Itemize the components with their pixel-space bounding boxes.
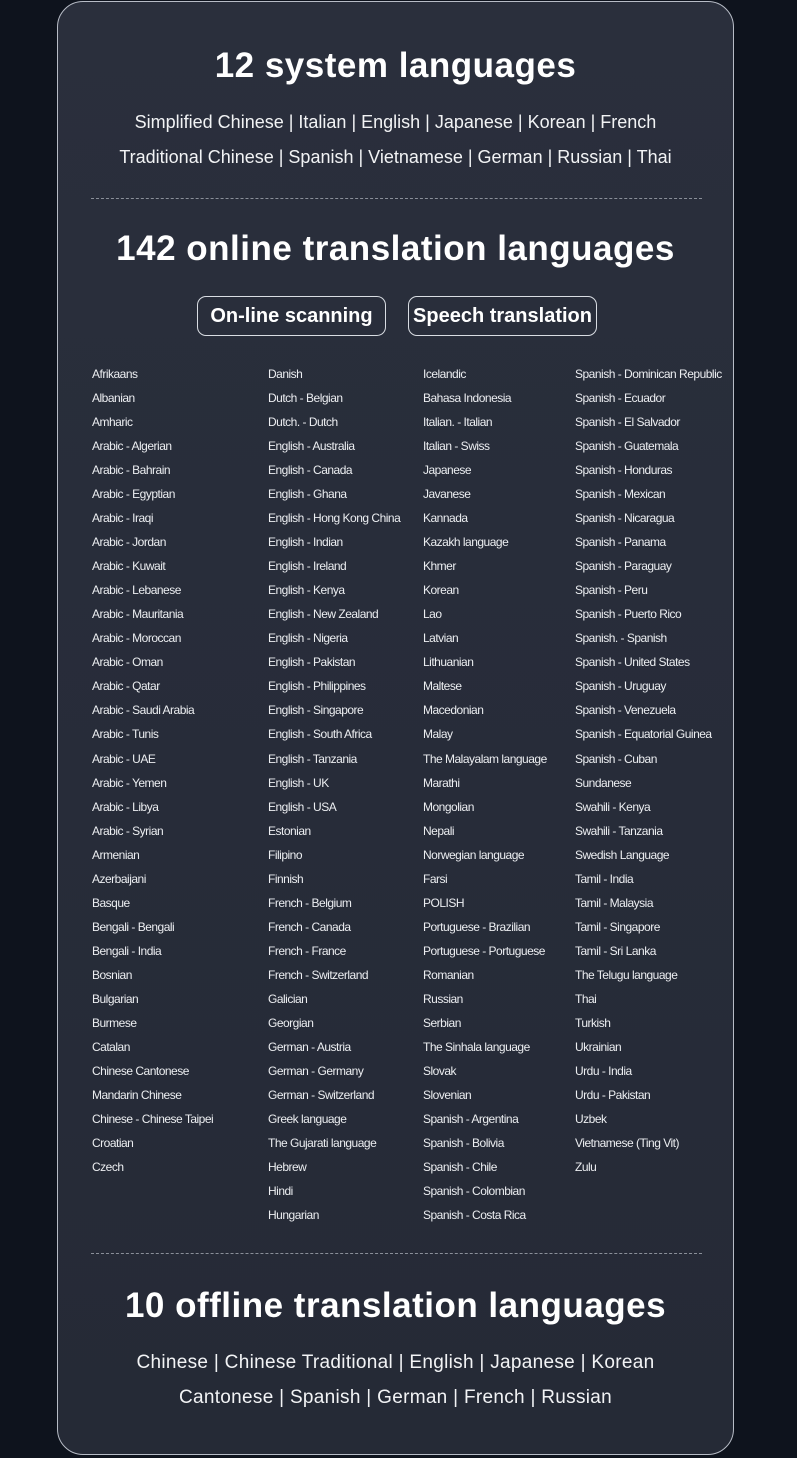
language-item: English - Singapore (268, 703, 364, 718)
language-item: Danish (268, 367, 303, 381)
language-item: Arabic - Tunis (92, 727, 159, 742)
language-item: Albanian (92, 391, 135, 406)
online-scanning-tab[interactable]: On-line scanning (197, 296, 386, 336)
language-item: Tamil - Sri Lanka (575, 943, 656, 958)
language-item: Khmer (423, 559, 456, 574)
language-item: Lithuanian (423, 655, 474, 670)
language-item: Arabic - Jordan (92, 535, 166, 550)
language-item: Kannada (423, 511, 468, 526)
language-item: German - Germany (268, 1063, 364, 1078)
languages-card (57, 1, 734, 1455)
language-item: Bengali - Bengali (92, 919, 175, 934)
language-item: Spanish - Panama (575, 535, 666, 550)
language-item: Malay (423, 727, 453, 742)
language-item: Vietnamese (Ting Vit) (575, 1136, 679, 1150)
language-item: Spanish - Cuban (575, 751, 657, 766)
language-item: Latvian (423, 631, 459, 646)
language-item: French - France (268, 943, 346, 958)
language-item: Hebrew (268, 1160, 307, 1175)
language-item: English - Indian (268, 535, 343, 550)
language-item: Lao (423, 607, 442, 622)
language-item: Arabic - Iraqi (92, 511, 154, 526)
language-item: Filipino (268, 847, 303, 862)
language-item: Spanish - Bolivia (423, 1136, 504, 1150)
language-item: French - Belgium (268, 895, 352, 910)
language-item: Spanish - United States (575, 655, 690, 670)
language-item: Arabic - Egyptian (92, 487, 175, 502)
language-item: Sundanese (575, 775, 632, 790)
language-item: Spanish - Mexican (575, 487, 666, 502)
language-item: Nepali (423, 823, 455, 838)
language-item: Spanish - Puerto Rico (575, 607, 682, 622)
language-item: Bengali - India (92, 943, 162, 958)
language-item: Zulu (575, 1160, 597, 1175)
language-item: Tamil - Malaysia (575, 895, 654, 910)
language-item: Japanese (423, 463, 472, 478)
language-item: Arabic - Qatar (92, 679, 160, 694)
language-column-2 (268, 364, 400, 1229)
language-item: Bulgarian (92, 991, 139, 1006)
language-item: German - Switzerland (268, 1087, 375, 1102)
language-item: English - UK (268, 775, 329, 790)
language-item: Javanese (423, 487, 471, 502)
language-item: Arabic - Mauritania (92, 607, 184, 622)
language-item: Mongolian (423, 799, 474, 814)
language-column-4 (575, 364, 722, 1181)
language-item: Estonian (268, 823, 311, 838)
language-item: Czech (92, 1160, 124, 1175)
language-item: Arabic - Lebanese (92, 583, 181, 598)
language-item: Urdu - India (575, 1063, 632, 1078)
language-item: German - Austria (268, 1039, 351, 1054)
language-item: Portuguese - Brazilian (423, 919, 531, 934)
language-item: Afrikaans (92, 367, 138, 381)
language-item: The Telugu language (575, 967, 678, 982)
language-item: Swahili - Kenya (575, 799, 651, 814)
language-item: Catalan (92, 1039, 130, 1054)
language-item: Arabic - Algerian (92, 439, 172, 454)
language-item: Mandarin Chinese (92, 1087, 182, 1102)
language-item: Armenian (92, 847, 140, 862)
language-item: Spanish - Honduras (575, 463, 673, 478)
offline-languages-line-1: Chinese | Chinese Traditional | English | Japanese | Korean (136, 1352, 655, 1373)
language-item: English - Ireland (268, 559, 347, 574)
language-item: Arabic - Kuwait (92, 559, 166, 574)
section-divider (91, 1253, 702, 1254)
language-item: Spanish - Nicaragua (575, 511, 675, 526)
language-item: Spanish - Costa Rica (423, 1208, 526, 1223)
language-item: Finnish (268, 871, 304, 886)
system-languages-line-1: Simplified Chinese | Italian | English | Japanese | Korean | French (134, 112, 657, 132)
language-item: Russian (423, 991, 463, 1006)
speech-translation-tab[interactable]: Speech translation (408, 296, 597, 336)
language-item: Italian. - Italian (423, 415, 493, 430)
language-item: Greek language (268, 1111, 347, 1126)
language-item: Croatian (92, 1136, 134, 1150)
language-item: French - Canada (268, 919, 351, 934)
language-item: Norwegian language (423, 847, 525, 862)
language-item: English - Nigeria (268, 631, 348, 646)
language-item: Romanian (423, 967, 474, 982)
language-item: Bosnian (92, 967, 132, 982)
language-item: Portuguese - Portuguese (423, 943, 545, 958)
offline-languages-line-2: Cantonese | Spanish | German | French | Russian (178, 1387, 613, 1408)
offline-languages-title: 10 offline translation languages (124, 1286, 667, 1325)
language-item: Arabic - Saudi Arabia (92, 703, 195, 718)
language-item: Arabic - Libya (92, 799, 159, 814)
language-item: Korean (423, 583, 459, 598)
language-item: Italian - Swiss (423, 439, 490, 454)
language-item: Serbian (423, 1015, 461, 1030)
language-item: Turkish (575, 1015, 611, 1030)
language-item: Arabic - Oman (92, 655, 163, 670)
language-item: Ukrainian (575, 1039, 622, 1054)
language-item: Kazakh language (423, 535, 509, 550)
language-item: Spanish - Guatemala (575, 439, 679, 454)
language-item: Hungarian (268, 1208, 319, 1223)
language-item: Uzbek (575, 1111, 607, 1126)
language-item: Tamil - Singapore (575, 919, 660, 934)
language-item: French - Switzerland (268, 967, 369, 982)
language-item: Maltese (423, 679, 462, 694)
language-item: Chinese - Chinese Taipei (92, 1111, 214, 1126)
language-item: Spanish - Uruguay (575, 679, 666, 694)
language-item: Chinese Cantonese (92, 1063, 189, 1078)
language-item: Spanish - Argentina (423, 1111, 519, 1126)
language-item: English - USA (268, 799, 337, 814)
language-item: English - New Zealand (268, 607, 379, 622)
language-item: Spanish. - Spanish (575, 631, 667, 646)
language-item: Spanish - El Salvador (575, 415, 680, 430)
language-item: Arabic - Yemen (92, 775, 167, 790)
language-item: Arabic - Moroccan (92, 631, 181, 646)
system-languages-line-2: Traditional Chinese | Spanish | Vietnamese | German | Russian | Thai (119, 147, 672, 167)
language-item: Spanish - Chile (423, 1160, 497, 1175)
language-item: Amharic (92, 415, 133, 430)
language-item: English - Philippines (268, 679, 366, 694)
language-item: The Gujarati language (268, 1136, 377, 1150)
language-item: Azerbaijani (92, 871, 146, 886)
language-item: The Sinhala language (423, 1039, 530, 1054)
language-item: English - Tanzania (268, 751, 357, 766)
language-item: Icelandic (423, 367, 466, 381)
language-item: Marathi (423, 775, 460, 790)
language-item: English - Kenya (268, 583, 345, 598)
language-item: Spanish - Venezuela (575, 703, 676, 718)
system-languages-title: 12 system languages (214, 46, 577, 85)
language-item: Swahili - Tanzania (575, 823, 663, 838)
language-column-3 (423, 364, 547, 1229)
language-item: English - South Africa (268, 727, 372, 742)
language-item: Dutch - Belgian (268, 391, 343, 406)
language-item: Slovak (423, 1063, 457, 1078)
language-item: Arabic - Bahrain (92, 463, 171, 478)
language-item: Swedish Language (575, 847, 670, 862)
language-item: Galician (268, 991, 308, 1006)
language-item: POLISH (423, 895, 465, 910)
language-item: Spanish - Equatorial Guinea (575, 727, 712, 742)
language-item: Tamil - India (575, 871, 634, 886)
section-divider (91, 198, 702, 199)
language-item: Spanish - Peru (575, 583, 648, 598)
language-item: Arabic - Syrian (92, 823, 164, 838)
language-item: Spanish - Dominican Republic (575, 367, 722, 381)
language-item: Macedonian (423, 703, 484, 718)
language-item: Georgian (268, 1015, 314, 1030)
language-item: Spanish - Ecuador (575, 391, 666, 406)
language-item: English - Hong Kong China (268, 511, 401, 526)
language-item: Basque (92, 895, 130, 910)
language-item: English - Pakistan (268, 655, 356, 670)
language-item: Dutch. - Dutch (268, 415, 338, 430)
language-item: Spanish - Paraguay (575, 559, 672, 574)
language-item: Hindi (268, 1184, 293, 1199)
language-column-1 (92, 364, 213, 1181)
language-item: English - Canada (268, 463, 353, 478)
language-item: English - Ghana (268, 487, 347, 502)
language-item: Slovenian (423, 1087, 472, 1102)
language-item: Burmese (92, 1015, 137, 1030)
language-item: Bahasa Indonesia (423, 391, 512, 406)
language-item: Arabic - UAE (92, 751, 156, 766)
language-item: Spanish - Colombian (423, 1184, 525, 1199)
language-item: Urdu - Pakistan (575, 1087, 651, 1102)
language-item: English - Australia (268, 439, 355, 454)
language-item: Farsi (423, 871, 448, 886)
language-item: The Malayalam language (423, 751, 547, 766)
online-languages-title: 142 online translation languages (116, 229, 675, 268)
language-item: Thai (575, 991, 597, 1006)
